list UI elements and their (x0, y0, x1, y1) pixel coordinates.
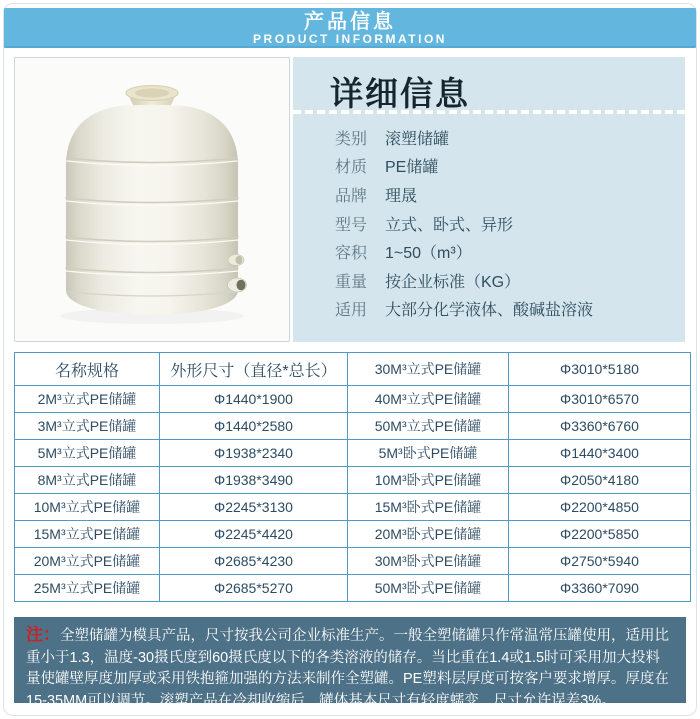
dashed-divider (293, 110, 685, 114)
table-cell: 20M³立式PE储罐 (15, 548, 160, 575)
product-info-banner (4, 8, 696, 48)
table-cell: 10M³立式PE储罐 (15, 494, 160, 521)
table-cell: Φ1938*3490 (160, 467, 348, 494)
detail-row (335, 209, 675, 238)
detail-label: 材质 (335, 159, 368, 177)
detail-value: 1~50（m³） (385, 245, 472, 263)
table-cell: Φ1938*2340 (160, 440, 348, 467)
details-rows (335, 123, 675, 323)
tank-illustration (15, 58, 289, 341)
banner-title-en: PRODUCT INFORMATION (253, 32, 447, 46)
table-cell: 50M³卧式PE储罐 (348, 575, 509, 602)
detail-value: PE储罐 (385, 159, 439, 177)
note-body: 全塑储罐为模具产品，尺寸按我公司企业标准生产。一般全塑储罐只作常温常压罐使用，适用比重小于1.3，温度-30摄氏度到60摄氏度以下的各类溶液的储存。当比重在1.4或1.5时可采用加大投料量使罐壁厚度加厚或采用铁抱箍加强的方法来制作全塑罐。PE塑料层厚度可按客户要求增厚。厚度在15-35MM可以调节。滚塑产品在冷却收缩后，罐体基本尺寸有轻度蠕变，尺寸允许误差3%。 (26, 628, 669, 709)
table-cell: Φ3360*7090 (509, 575, 691, 602)
tank-body (66, 105, 238, 315)
table-cell: 15M³立式PE储罐 (15, 521, 160, 548)
table-cell: 20M³卧式PE储罐 (348, 521, 509, 548)
table-cell: 8M³立式PE储罐 (15, 467, 160, 494)
table-cell: Φ1440*2580 (160, 413, 348, 440)
detail-label: 型号 (335, 216, 368, 234)
note-box (14, 617, 686, 709)
detail-label: 类别 (335, 130, 368, 148)
detail-label: 容积 (335, 245, 368, 263)
table-cell: Φ2685*4230 (160, 548, 348, 575)
table-row (15, 467, 691, 494)
detail-row (335, 180, 675, 209)
col-header-name: 名称规格 (15, 353, 160, 386)
detail-value: 大部分化学液体、酸碱盐溶液 (385, 302, 594, 320)
table-row (15, 440, 691, 467)
table-cell: Φ2750*5940 (509, 548, 691, 575)
table-cell: 5M³立式PE储罐 (15, 440, 160, 467)
detail-value: 理晟 (385, 187, 418, 205)
table-row (15, 494, 691, 521)
detail-value: 按企业标准（KG） (385, 273, 521, 291)
table-row (15, 353, 691, 386)
table-cell: Φ1440*1900 (160, 386, 348, 413)
detail-value: 立式、卧式、异形 (385, 216, 514, 234)
table-cell: 30M³卧式PE储罐 (348, 548, 509, 575)
table-cell: Φ3360*6760 (509, 413, 691, 440)
table-row (15, 521, 691, 548)
table-cell: Φ2200*5850 (509, 521, 691, 548)
detail-row (335, 295, 675, 324)
detail-value: 滚塑储罐 (385, 130, 450, 148)
table-cell: 25M³立式PE储罐 (15, 575, 160, 602)
col-header-size: 外形尺寸（直径*总长） (160, 353, 348, 386)
table-cell: 15M³卧式PE储罐 (348, 494, 509, 521)
table-row (15, 386, 691, 413)
tank-neck-opening (135, 89, 169, 98)
note-prefix: 注： (26, 625, 60, 644)
spec-table (14, 352, 691, 602)
table-cell: 50M³立式PE储罐 (348, 413, 509, 440)
banner-title-cn: 产品信息 (304, 11, 396, 33)
detail-label: 适用 (335, 302, 368, 320)
table-cell: Φ2200*4850 (509, 494, 691, 521)
details-panel (293, 57, 685, 342)
table-cell: Φ2245*4420 (160, 521, 348, 548)
table-cell: 5M³卧式PE储罐 (348, 440, 509, 467)
detail-label: 品牌 (335, 187, 368, 205)
table-cell: 30M³立式PE储罐 (348, 353, 509, 386)
table-cell: 40M³立式PE储罐 (348, 386, 509, 413)
detail-label: 重量 (335, 273, 368, 291)
detail-row (335, 123, 675, 152)
table-cell: Φ2050*4180 (509, 467, 691, 494)
detail-row (335, 266, 675, 295)
table-cell: Φ2685*5270 (160, 575, 348, 602)
table-cell: Φ3010*5180 (509, 353, 691, 386)
detail-row (335, 237, 675, 266)
table-row (15, 413, 691, 440)
table-cell: Φ3010*6570 (509, 386, 691, 413)
product-photo-panel (14, 57, 290, 342)
detail-row (335, 152, 675, 181)
table-cell: 2M³立式PE储罐 (15, 386, 160, 413)
tank-spout-lower (228, 278, 247, 292)
table-cell: 10M³卧式PE储罐 (348, 467, 509, 494)
tank-spout-upper (228, 255, 244, 266)
details-title: 详细信息 (330, 75, 470, 112)
table-cell: Φ2245*3130 (160, 494, 348, 521)
table-cell: 3M³立式PE储罐 (15, 413, 160, 440)
table-row (15, 575, 691, 602)
table-cell: Φ1440*3400 (509, 440, 691, 467)
table-row (15, 548, 691, 575)
